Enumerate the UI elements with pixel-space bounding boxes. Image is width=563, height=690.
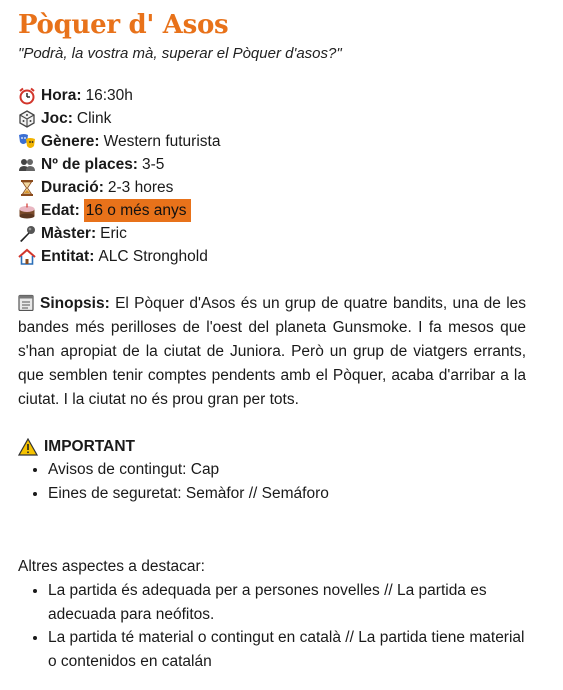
info-row-edat: [18, 199, 526, 222]
info-label: Entitat:: [41, 248, 95, 265]
theater-masks-icon: [18, 133, 36, 151]
info-label: Gènere:: [41, 133, 100, 150]
synopsis-text: El Pòquer d'Asos és un grup de quatre bandits, una de les bandes més perilloses de l'oest del planeta Gunsmoke. I fa mesos que s'han apropiat de la ciutat de Juniora. Però un grup de viatgers errants, que semblen tenir comptes pendents amb el Pòquer, acaba d'arribar a la ciutat. I la ciutat no és prou gran per tots.: [18, 295, 527, 408]
list-item: • La partida té material o contingut en català // La partida tiene material o contenidos en catalán: [48, 626, 526, 673]
info-value: 16:30h: [85, 87, 133, 104]
info-value: Western futurista: [103, 133, 221, 150]
synopsis-block: [18, 292, 526, 412]
house-icon: [18, 248, 36, 266]
list-item: • La partida és adequada per a persones novelles // La partida es adecuada para neófitos.: [48, 579, 526, 626]
microphone-icon: [18, 225, 36, 243]
notepad-icon: [18, 294, 34, 311]
warning-icon: [18, 438, 38, 456]
other-aspects-heading: Altres aspectes a destacar:: [18, 558, 205, 575]
important-heading-text: IMPORTANT: [44, 438, 135, 455]
info-label: Hora:: [41, 87, 82, 104]
other-aspects-block: [18, 555, 526, 673]
list-item: • Eines de seguretat: Semàfor // Semáforo: [48, 482, 526, 506]
info-value: ALC Stronghold: [98, 248, 208, 265]
info-label: Edat:: [41, 202, 80, 219]
info-list: [18, 84, 526, 268]
info-value: 3-5: [141, 156, 165, 173]
page-title: Pòquer d' Asos: [18, 10, 229, 40]
info-row-places: [18, 153, 526, 176]
synopsis-label: Sinopsis:: [40, 295, 110, 312]
important-block: [18, 436, 526, 505]
hourglass-icon: [18, 179, 36, 197]
die-icon: [18, 110, 36, 128]
info-label: Màster:: [41, 225, 97, 242]
cake-icon: [18, 202, 36, 220]
info-label: Duració:: [41, 179, 104, 196]
age-highlight: 16 o més anys: [84, 199, 191, 222]
people-icon: [18, 156, 36, 174]
info-value: 2-3 hores: [107, 179, 174, 196]
other-aspects-list: [18, 579, 526, 673]
info-value: Clink: [76, 110, 112, 127]
info-label: Joc:: [41, 110, 73, 127]
info-row-genere: [18, 130, 526, 153]
info-value: Eric: [100, 225, 127, 242]
info-row-duracio: [18, 176, 526, 199]
list-item: • Avisos de contingut: Cap: [48, 458, 526, 482]
info-row-master: [18, 222, 526, 245]
event-card: [18, 8, 526, 673]
important-heading: [18, 436, 526, 458]
tagline: "Podrà, la vostra mà, superar el Pòquer d'asos?": [18, 45, 342, 62]
info-row-entitat: [18, 245, 526, 268]
info-label: Nº de places:: [41, 156, 138, 173]
info-row-hora: [18, 84, 526, 107]
info-row-joc: [18, 107, 526, 130]
important-list: [18, 458, 526, 505]
alarm-clock-icon: [18, 87, 36, 105]
